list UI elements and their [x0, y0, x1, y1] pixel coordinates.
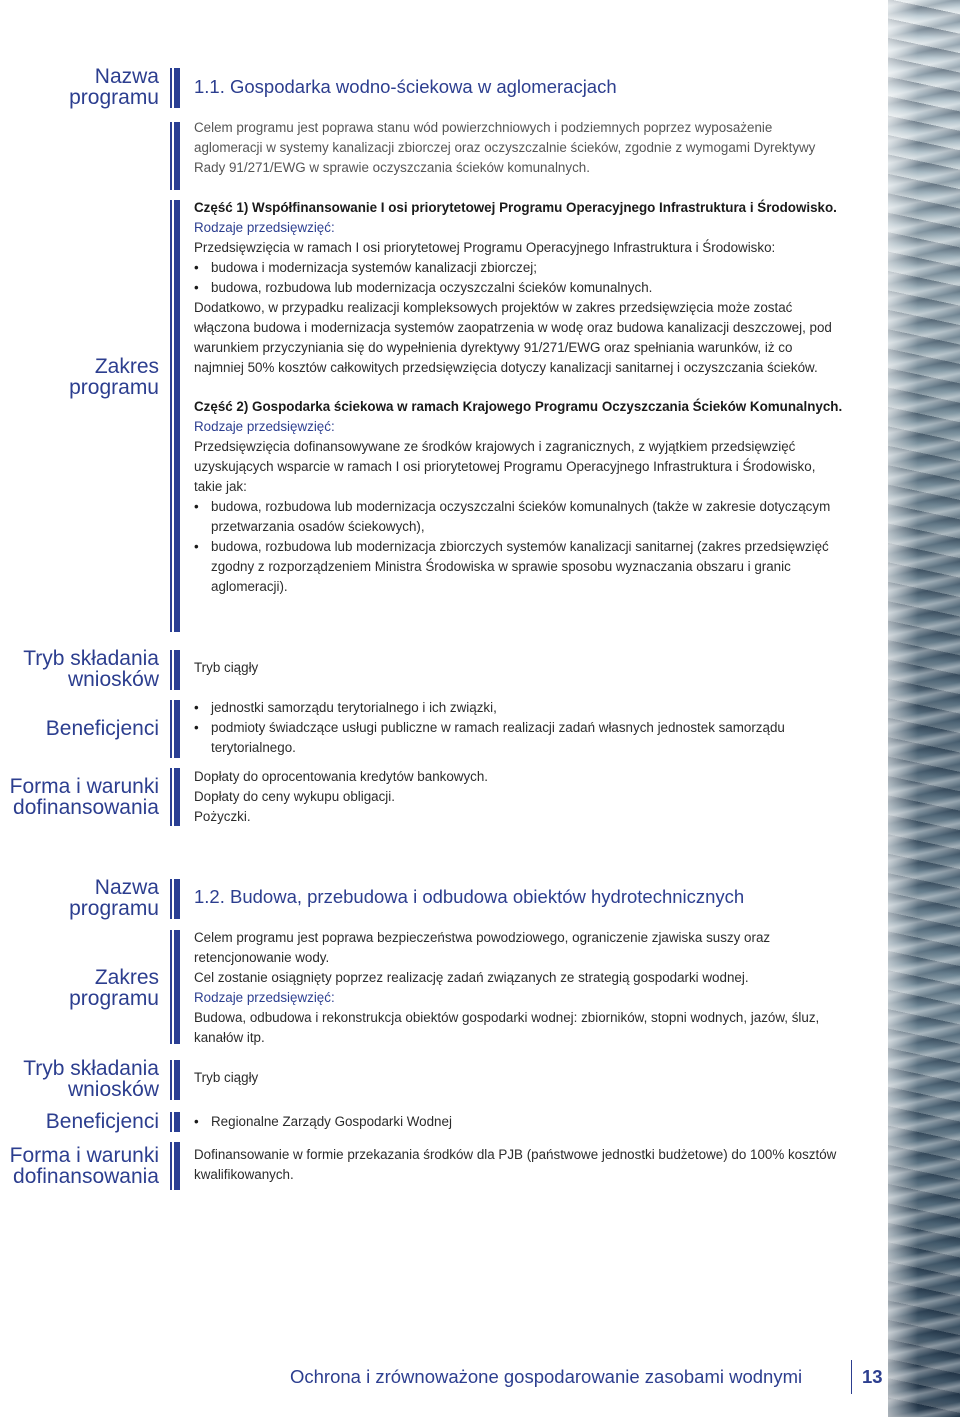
- label-nazwa-programu: [39, 66, 159, 108]
- section-bar: [170, 1142, 182, 1190]
- label-zakres-programu: [49, 356, 159, 398]
- part1-heading: Część 1) Współfinansowanie I osi priorytetowej Programu Operacyjnego Infrastruktura i Środowisko.: [194, 200, 837, 215]
- list-item: • budowa, rozbudowa lub modernizacja oczyszczalni ścieków komunalnych (także w zakresie dotyczącym przetwarzania osadów ściekowych),: [194, 497, 844, 537]
- section2-zakres: [194, 928, 844, 1048]
- label-tryb-skladania-2: [0, 1058, 159, 1100]
- beneficjenci-list: [194, 1112, 844, 1132]
- section-bar: [170, 68, 182, 108]
- page-number: 13: [862, 1366, 883, 1387]
- section2-intro2: Cel zostanie osiągnięty poprzez realizację zadań związanych ze strategią gospodarki wodnej.: [194, 970, 749, 985]
- label-tryb-skladania: [0, 648, 159, 690]
- list-item: • budowa i modernizacja systemów kanalizacji zbiorczej;: [194, 258, 844, 278]
- label-nazwa-programu-2: [39, 877, 159, 919]
- part2-bullet-list: [194, 497, 844, 597]
- part1-rodzaje-label: Rodzaje przedsięwzięć:: [194, 220, 335, 235]
- label-nazwa-programu-2-text: Nazwa programu: [69, 876, 159, 920]
- section-bar: [170, 930, 182, 1044]
- section2-intro1: Celem programu jest poprawa bezpieczeństwa powodziowego, ograniczenie zjawiska suszy oraz retencjonowanie wody.: [194, 930, 771, 965]
- label-forma-warunki-2-text: Forma i warunki dofinansowania: [9, 1144, 159, 1188]
- section-bar: [170, 879, 182, 919]
- beneficjenci-list: [194, 698, 844, 758]
- section1-title: 1.1. Gospodarka wodno-ściekowa w aglomeracjach: [194, 76, 617, 97]
- label-zakres-programu-text: Zakres programu: [69, 355, 159, 399]
- label-forma-warunki: [0, 776, 159, 818]
- section1-forma: [194, 767, 844, 827]
- section2-tryb: Tryb ciągły: [194, 1070, 259, 1085]
- section2-forma: Dofinansowanie w formie przekazania środków dla PJB (państwowe jednostki budżetowe) do 100% kosztów kwalifikowanych.: [194, 1147, 837, 1182]
- section1-zakres: [194, 198, 844, 597]
- footer-title: Ochrona i zrównoważone gospodarowanie zasobami wodnymi: [290, 1366, 803, 1387]
- footer-divider: [851, 1360, 852, 1394]
- label-tryb-skladania-2-text: Tryb składania wniosków: [23, 1057, 159, 1101]
- forma-line: Dopłaty do oprocentowania kredytów bankowych.: [194, 769, 489, 784]
- section2-beneficjenci: [194, 1112, 844, 1132]
- part2-heading: Część 2) Gospodarka ściekowa w ramach Krajowego Programu Oczyszczania Ścieków Komunalnych.: [194, 399, 843, 414]
- section2-title: 1.2. Budowa, przebudowa i odbudowa obiektów hydrotechnicznych: [194, 886, 745, 907]
- water-photo-strip: [888, 0, 960, 1417]
- section2-rodzaje-text: Budowa, odbudowa i rekonstrukcja obiektów gospodarki wodnej: zbiorników, stopni wodnych, jazów, śluz, kanałów itp.: [194, 1010, 820, 1045]
- part1-extra: Dodatkowo, w przypadku realizacji kompleksowych projektów w zakres przedsięwzięcia może zostać włączona budowa i modernizacja systemów zaopatrzenia w wodę oraz budowa kanalizacji deszczowej, pod warunkiem przyczyniania się do wypełnienia dyrektywy 91/271/EWG oraz spełniania warunków, iż co najmniej 50% kosztów całkowitych przedsięwzięcia dotyczy kanalizacji sanitarnej i oczyszczania ścieków.: [194, 300, 832, 375]
- label-zakres-programu-2-text: Zakres programu: [69, 966, 159, 1010]
- section-bar: [170, 1112, 182, 1132]
- section-bar: [170, 200, 182, 632]
- part2-rodzaje-label: Rodzaje przedsięwzięć:: [194, 419, 335, 434]
- forma-line: Dopłaty do ceny wykupu obligacji.: [194, 789, 395, 804]
- section-bar: [170, 650, 182, 690]
- section1-beneficjenci: [194, 698, 844, 758]
- label-forma-warunki-2: [0, 1145, 159, 1187]
- label-beneficjenci: [46, 718, 159, 739]
- list-item: • budowa, rozbudowa lub modernizacja oczyszczalni ścieków komunalnych.: [194, 278, 844, 298]
- label-nazwa-programu-text: Nazwa programu: [69, 65, 159, 109]
- part1-text: Przedsięwzięcia w ramach I osi priorytetowej Programu Operacyjnego Infrastruktura i Środowisko:: [194, 240, 776, 255]
- part1-bullet-list: [194, 258, 844, 298]
- label-forma-warunki-text: Forma i warunki dofinansowania: [9, 775, 159, 819]
- list-item: • Regionalne Zarządy Gospodarki Wodnej: [194, 1112, 844, 1132]
- section-bar: [170, 700, 182, 758]
- label-tryb-skladania-text: Tryb składania wniosków: [23, 647, 159, 691]
- section-bar: [170, 1060, 182, 1100]
- part2-text: Przedsięwzięcia dofinansowywane ze środków krajowych i zagranicznych, z wyjątkiem przedsięwzięć uzyskujących wsparcie w ramach I osi priorytetowej Programu Operacyjnego Infrastruktura i Środowisko, takie jak:: [194, 439, 816, 494]
- label-beneficjenci-2-text: Beneficjenci: [45, 1110, 159, 1133]
- section1-intro: Celem programu jest poprawa stanu wód powierzchniowych i podziemnych poprzez wyposażenie aglomeracji w systemy kanalizacji zbiorczej oraz oczyszczalnie ścieków, zgodnie z wymogami Dyrektywy Rady 91/271/EWG w sprawie oczyszczania ścieków komunalnych.: [194, 120, 816, 175]
- label-beneficjenci-2: [46, 1111, 159, 1132]
- section-bar: [170, 768, 182, 826]
- forma-line: Pożyczki.: [194, 809, 251, 824]
- list-item: • jednostki samorządu terytorialnego i ich związki,: [194, 698, 844, 718]
- section2-rodzaje-label: Rodzaje przedsięwzięć:: [194, 990, 335, 1005]
- list-item: • budowa, rozbudowa lub modernizacja zbiorczych systemów kanalizacji sanitarnej (zakres przedsięwzięć zgodny z rozporządzeniem Ministra Środowiska w sprawie sposobu wyznaczania obszaru i granic aglomeracji).: [194, 537, 844, 597]
- section-bar: [170, 122, 182, 190]
- section1-tryb: Tryb ciągły: [194, 660, 259, 675]
- list-item: • podmioty świadczące usługi publiczne w ramach realizacji zadań własnych jednostek samorządu terytorialnego.: [194, 718, 844, 758]
- label-zakres-programu-2: [49, 967, 159, 1009]
- label-beneficjenci-text: Beneficjenci: [45, 717, 159, 740]
